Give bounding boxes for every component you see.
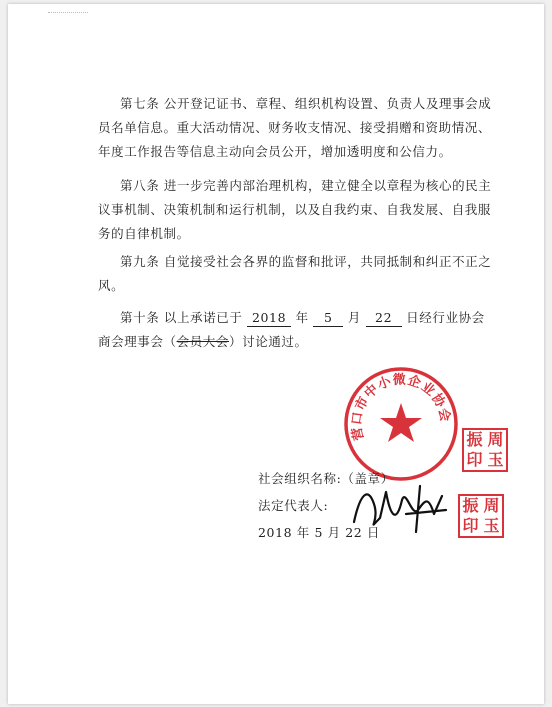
article-8-line-2: 议事机制、决策机制和运行机制，以及自我约束、自我发展、自我服 [98,202,492,217]
article-10-suffix: 日经行业协会 [406,310,485,325]
org-seal-note: （盖章） [341,471,394,486]
struck-member-assembly: 会员大会 [176,334,230,349]
article-8-line-3: 务的自律机制。 [98,226,190,241]
header-mark [48,12,88,17]
seal-char: 玉 [487,450,504,469]
month-unit: 月 [347,310,362,325]
round-org-seal [342,365,460,483]
seal-char: 振 [466,430,483,449]
seal-char: 振 [462,496,479,515]
document-page [8,4,544,704]
article-8 [98,174,518,246]
article-9-line-2: 风。 [98,278,125,293]
round-seal-text: 营口市中小微企业协会 [349,372,453,442]
approval-month: 5 [313,310,343,327]
article-10-line-2-suffix: ）讨论通过。 [229,334,308,349]
article-9 [98,250,518,298]
signing-date: 2018 年 5 月 22 日 [258,525,381,540]
legal-rep-label: 法定代表人: [258,498,329,513]
square-seal-upper [462,428,508,472]
article-10-line-1 [98,306,518,330]
article-8-line-1: 第八条 进一步完善内部治理机构，建立健全以章程为核心的民主 [120,178,492,193]
article-7-line-1: 第七条 公开登记证书、章程、组织机构设置、负责人及理事会成 [120,96,492,111]
seal-char: 周 [487,430,504,449]
article-9-line-1: 第九条 自觉接受社会各界的监督和批评，共同抵制和纠正不正之 [120,254,492,269]
article-7 [98,92,518,164]
org-name-label: 社会组织名称: [258,471,342,486]
approval-year: 2018 [247,310,291,327]
article-10-prefix: 第十条 以上承诺已于 [120,310,243,325]
seal-char: 周 [483,496,500,515]
article-7-line-2: 员名单信息。重大活动情况、财务收支情况、接受捐赠和资助情况、 [98,120,492,135]
star-icon [380,403,422,442]
article-10-line-2-prefix: 商会理事会（ [98,334,177,349]
seal-char: 印 [462,516,479,535]
approval-day: 22 [366,310,402,327]
square-seal-lower [458,494,504,538]
article-10-line-2 [98,330,518,354]
seal-char: 印 [466,450,483,469]
handwritten-signature [346,474,456,544]
year-unit: 年 [295,310,309,325]
seal-char: 玉 [483,516,500,535]
article-10 [98,306,518,354]
article-7-line-3: 年度工作报告等信息主动向会员公开，增加透明度和公信力。 [98,144,452,159]
